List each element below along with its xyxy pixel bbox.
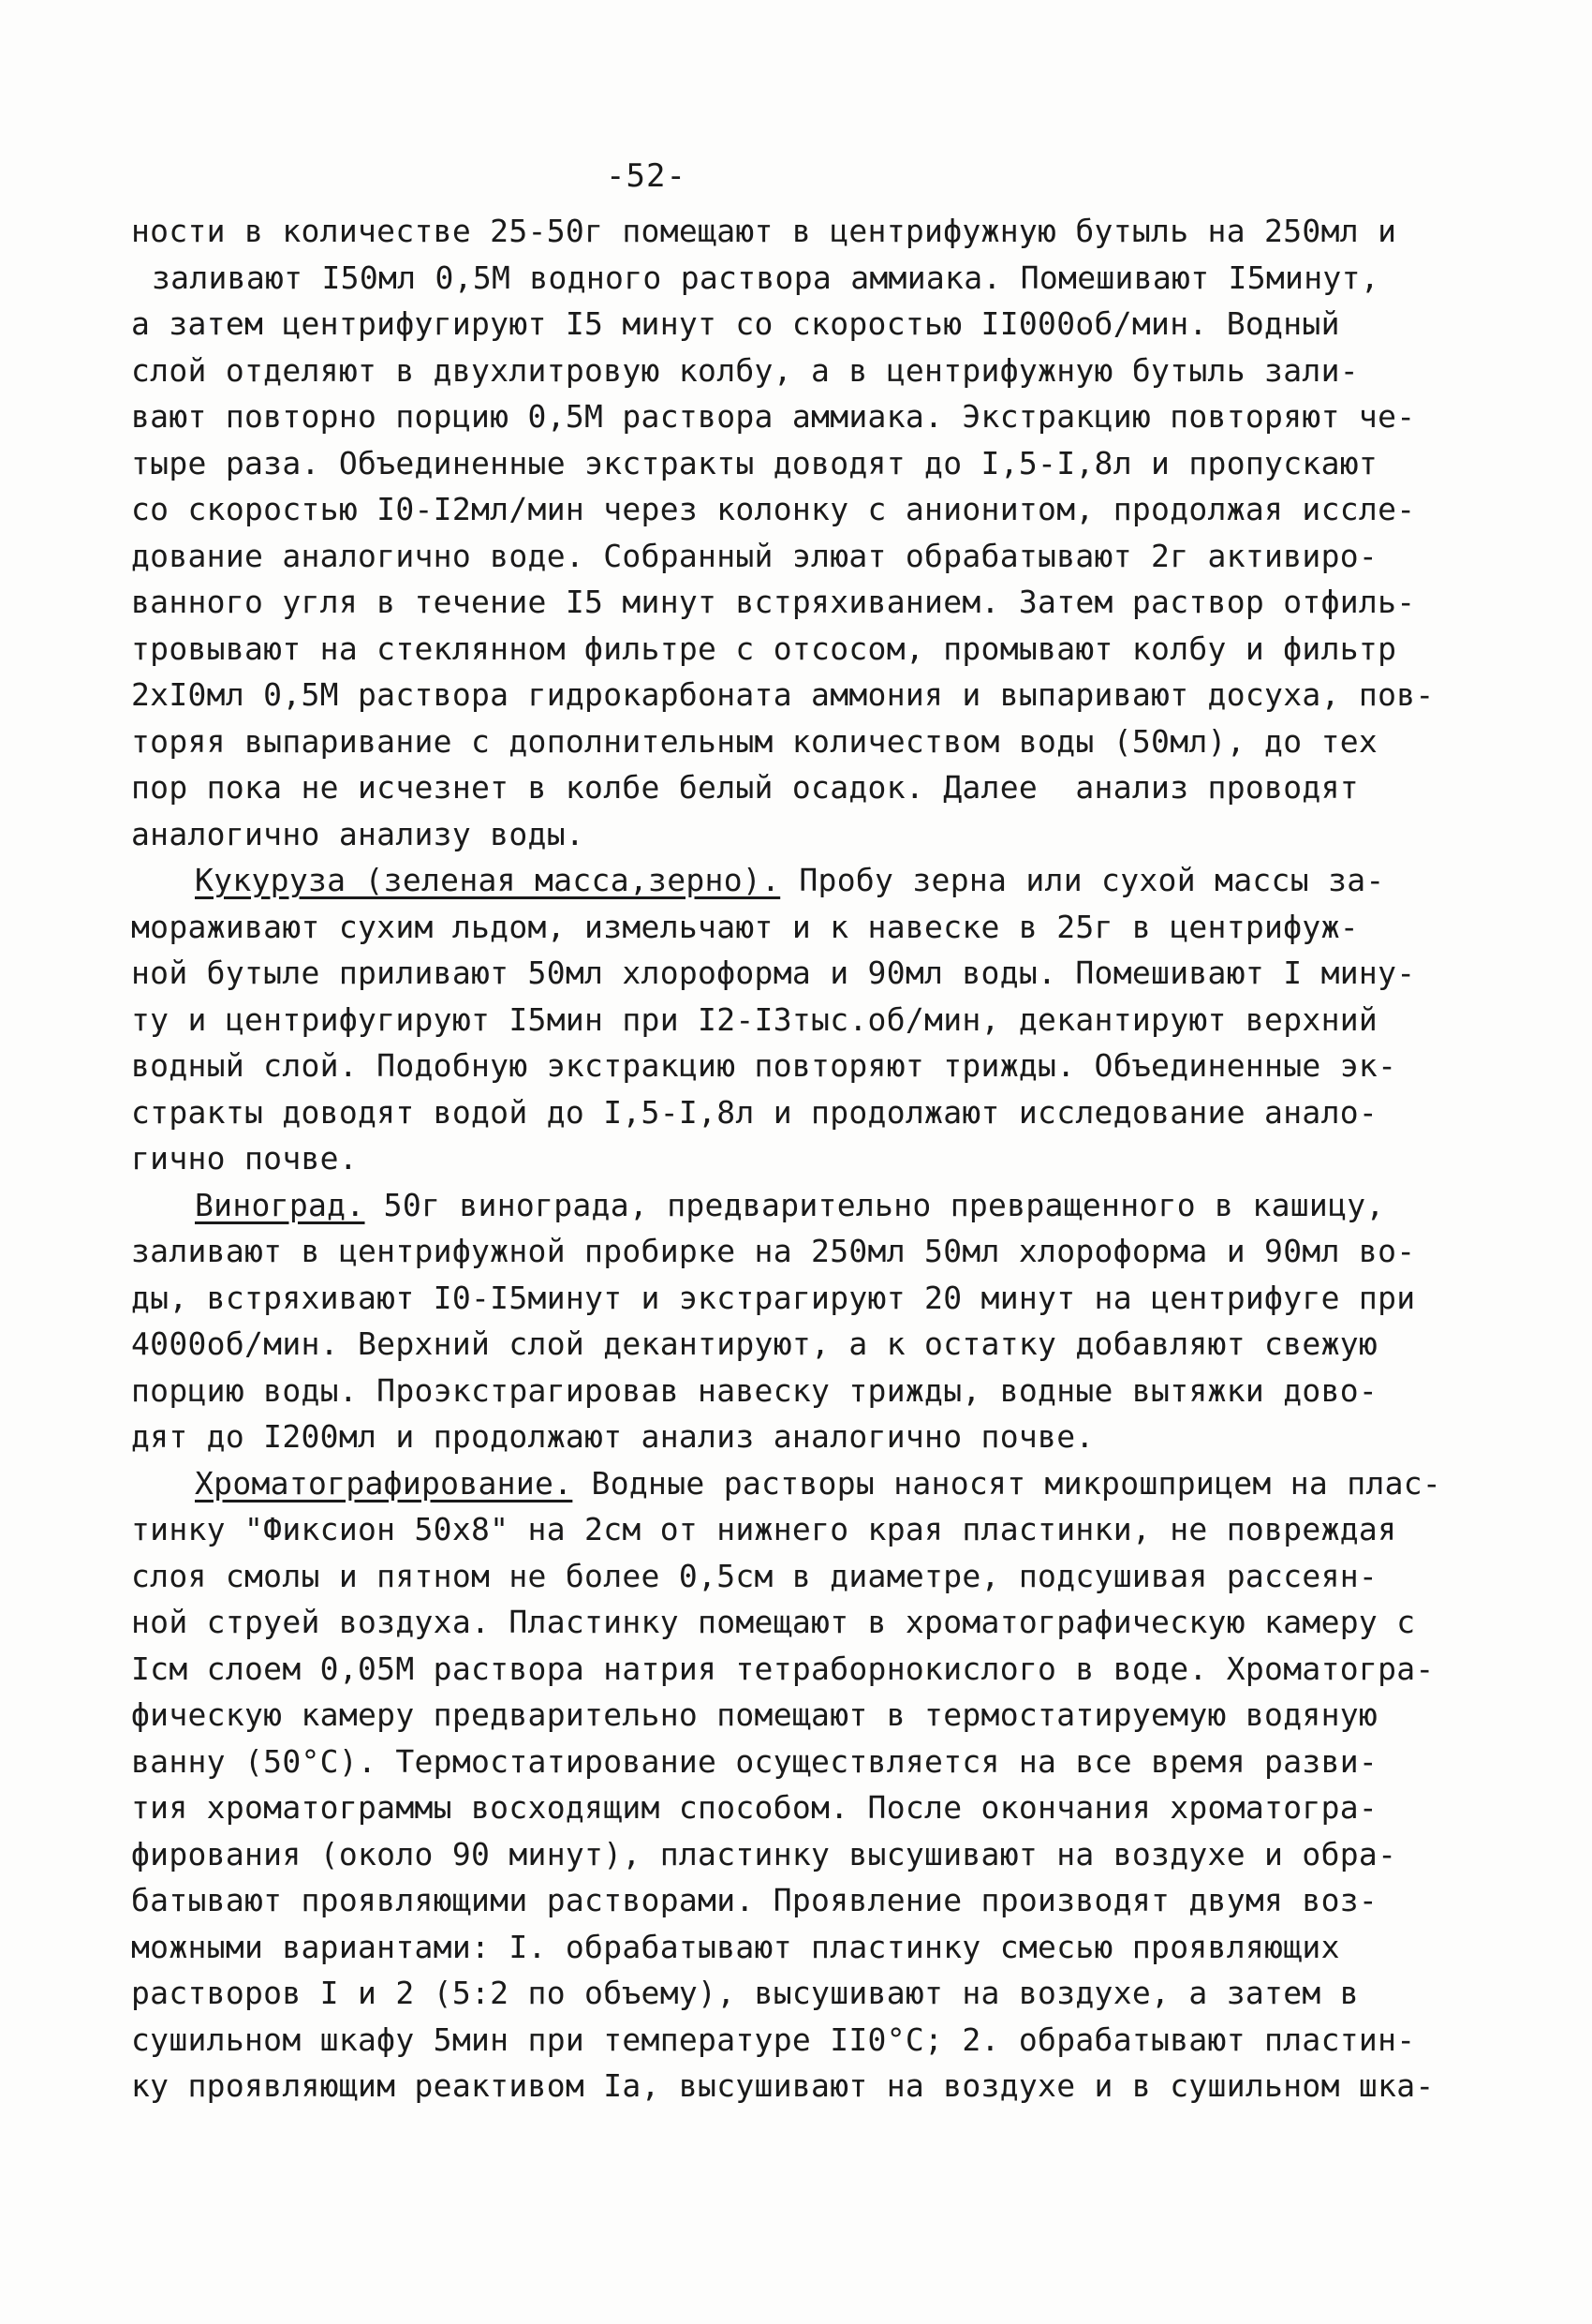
line-text: водный слой. Подобную экстракцию повторяют трижды. Объединенные эк- — [131, 1047, 1397, 1084]
text-line — [131, 533, 1470, 580]
line-text: батывают проявляющими растворами. Проявление производят двумя воз- — [131, 1882, 1378, 1918]
text-line — [131, 764, 1470, 811]
text-line — [131, 1553, 1470, 1600]
line-text: 50г винограда, предварительно превращенного в кашицу, — [364, 1186, 1385, 1223]
text-line — [131, 1228, 1470, 1275]
line-text: порцию воды. Проэкстрагировав навеску трижды, водные вытяжки дово- — [131, 1371, 1378, 1409]
text-line — [131, 1924, 1470, 1971]
line-text: торяя выпаривание с дополнительным количеством воды (50мл), до тех — [131, 722, 1378, 760]
line-text: 2хI0мл 0,5М раствора гидрокарбоната аммония и выпаривают досуха, пов- — [131, 676, 1435, 713]
text-line — [131, 301, 1470, 348]
line-text: заливают в центрифужной пробирке на 250мл 50мл хлороформа и 90мл во- — [131, 1233, 1416, 1269]
text-line — [131, 1599, 1470, 1646]
line-text: Водные растворы наносят микрошприцем на плас- — [572, 1464, 1442, 1502]
line-text: тинку "Фиксион 50х8" на 2см от нижнего края пластинки, не повреждая — [131, 1511, 1397, 1547]
text-line — [131, 1414, 1470, 1460]
line-text: гично почве. — [131, 1140, 359, 1177]
text-line — [131, 857, 1470, 904]
line-text: растворов I и 2 (5:2 по объему), высушивают на воздухе, а затем в — [131, 1975, 1359, 2011]
text-line — [131, 440, 1470, 487]
text-line — [131, 1506, 1470, 1553]
line-text: дование аналогично воде. Собранный элюат обрабатывают 2г активиро- — [131, 537, 1378, 574]
text-line — [131, 1089, 1470, 1136]
line-text: тыре раза. Объединенные экстракты доводят до I,5-I,8л и пропускают — [131, 444, 1378, 481]
text-line — [131, 1182, 1470, 1229]
line-text: пор пока не исчезнет в колбе белый осадок. Далее анализ проводят — [131, 769, 1359, 806]
line-text: стракты доводят водой до I,5-I,8л и продолжают исследование анало- — [131, 1093, 1378, 1131]
text-line — [131, 579, 1470, 626]
text-line — [131, 1784, 1470, 1831]
line-text: можными вариантами: I. обрабатывают пластинку смесью проявляющих — [131, 1928, 1340, 1965]
section-heading: Кукуруза (зеленая масса,зерно). — [195, 862, 781, 898]
line-text: ной струей воздуха. Пластинку помещают в хроматографическую камеру с — [131, 1604, 1416, 1640]
line-text: тия хроматограммы восходящим способом. После окончания хроматогра- — [131, 1789, 1378, 1826]
line-text: дят до I200мл и продолжают анализ аналогично почве. — [131, 1418, 1095, 1455]
text-line — [131, 1877, 1470, 1924]
line-text: ности в количестве 25-50г помещают в центрифужную бутыль на 250мл и — [131, 213, 1397, 249]
line-text: ды, встряхивают I0-I5минут и экстрагируют 20 минут на центрифуге при — [131, 1279, 1416, 1316]
text-line — [131, 393, 1470, 440]
text-line — [131, 1043, 1470, 1089]
line-text: Пробу зерна или сухой массы за- — [780, 862, 1385, 898]
text-line — [131, 718, 1470, 765]
line-text: фическую камеру предварительно помещают в термостатируемую водяную — [131, 1696, 1378, 1733]
line-text: ту и центрифугируют I5мин при I2-I3тыс.об/мин, декантируют верхний — [131, 1000, 1378, 1038]
line-text: слоя смолы и пятном не более 0,5см в диаметре, подсушивая рассеян- — [131, 1557, 1378, 1594]
body-text — [131, 208, 1470, 2109]
text-line — [131, 1646, 1470, 1693]
line-text: со скоростью I0-I2мл/мин через колонку с анионитом, продолжая иссле- — [131, 491, 1416, 527]
line-text: сушильном шкафу 5мин при температуре II0°С; 2. обрабатывают пластин- — [131, 2021, 1416, 2058]
text-line — [131, 2017, 1470, 2064]
text-line — [131, 626, 1470, 673]
line-text: ной бутыле приливают 50мл хлороформа и 90мл воды. Помешивают I мину- — [131, 955, 1416, 991]
text-line — [131, 1739, 1470, 1785]
line-text: Iсм слоем 0,05М раствора натрия тетраборнокислого в воде. Хроматогра- — [131, 1650, 1435, 1687]
line-text: ванну (50°С). Термостатирование осуществляется на все время разви- — [131, 1742, 1378, 1780]
text-line — [131, 997, 1470, 1044]
text-line — [131, 1692, 1470, 1739]
page-number: -52- — [606, 157, 686, 195]
text-line — [131, 811, 1470, 858]
text-line — [131, 1970, 1470, 2017]
line-text: заливают I50мл 0,5М водного раствора аммиака. Помешивают I5минут, — [152, 259, 1379, 296]
text-line — [131, 486, 1470, 533]
line-text: слой отделяют в двухлитровую колбу, а в центрифужную бутыль зали- — [131, 351, 1359, 389]
line-text: ку проявляющим реактивом Iа, высушивают на воздухе и в сушильном шка- — [131, 2067, 1435, 2104]
line-text: ванного угля в течение I5 минут встряхиванием. Затем раствор отфиль- — [131, 584, 1416, 620]
text-line — [131, 672, 1470, 718]
line-text: фирования (около 90 минут), пластинку высушивают на воздухе и обра- — [131, 1835, 1397, 1873]
text-line — [131, 1135, 1470, 1182]
text-line — [131, 1321, 1470, 1368]
line-text: 4000об/мин. Верхний слой декантируют, а к остатку добавляют свежую — [131, 1325, 1378, 1362]
text-line — [131, 1460, 1470, 1507]
section-heading: Виноград. — [195, 1186, 365, 1223]
text-line — [131, 1831, 1470, 1878]
line-text: мораживают сухим льдом, измельчают и к навеске в 25г в центрифуж- — [131, 908, 1359, 945]
text-line — [131, 255, 1470, 302]
text-line — [131, 904, 1470, 951]
text-line — [131, 1275, 1470, 1322]
text-line — [131, 2063, 1470, 2109]
text-line — [131, 950, 1470, 997]
line-text: тровывают на стеклянном фильтре с отсосом, промывают колбу и фильтр — [131, 629, 1397, 667]
line-text: аналогично анализу воды. — [131, 815, 585, 852]
text-line — [131, 348, 1470, 394]
line-text: вают повторно порцию 0,5М раствора аммиака. Экстракцию повторяют че- — [131, 398, 1416, 435]
line-text: а затем центрифугируют I5 минут со скоростью II000об/мин. Водный — [131, 305, 1340, 342]
section-heading: Хроматографирование. — [195, 1464, 573, 1502]
text-line — [131, 208, 1470, 255]
text-line — [131, 1368, 1470, 1414]
